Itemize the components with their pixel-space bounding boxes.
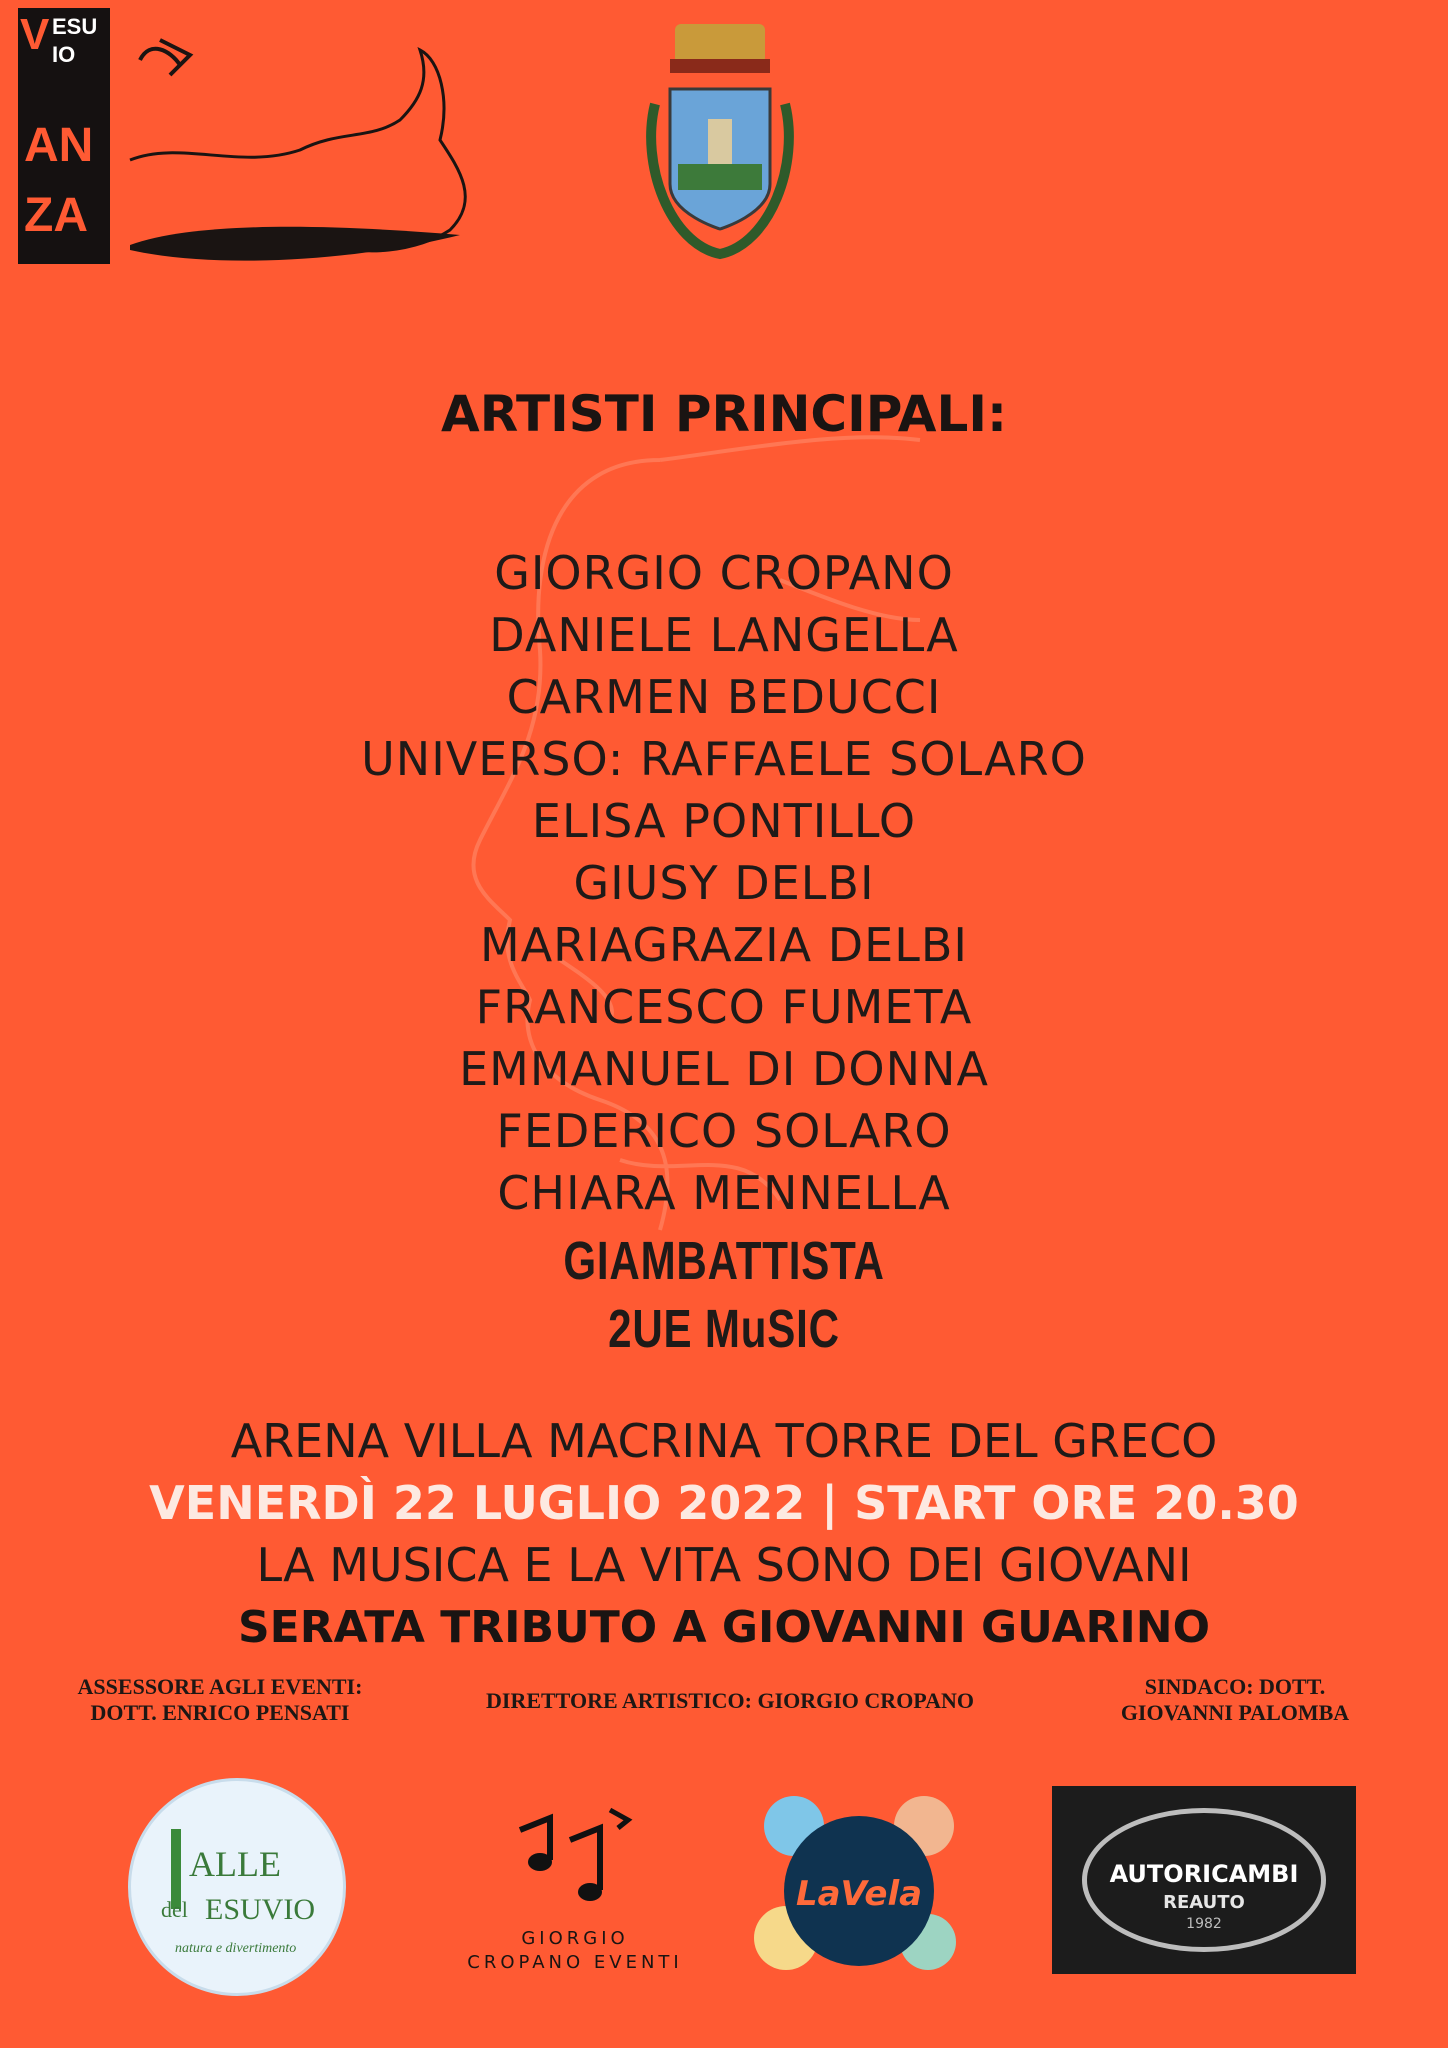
autoricambi-line2: REAUTO (1163, 1892, 1245, 1913)
sponsor-cropano-eventi-logo (430, 1800, 720, 1980)
credit-sindaco (1070, 1674, 1400, 1726)
cropano-line1: GIORGIO (521, 1928, 629, 1949)
event-date: VENERDÌ 22 LUGLIO 2022 | START ORE 20.30 (149, 1476, 1299, 1530)
vesuvio-danza-logo (18, 8, 110, 264)
artist-name: ELISA PONTILLO (531, 794, 917, 848)
credit-sindaco-name: GIOVANNI PALOMBA (1120, 1700, 1350, 1725)
artist-name: 2UE MuSIC (608, 1299, 840, 1359)
credit-assessore-name: DOTT. ENRICO PENSATI (90, 1700, 350, 1725)
artist-name: MARIAGRAZIA DELBI (480, 918, 968, 972)
credit-assessore (40, 1674, 400, 1726)
headline-artisti-principali: ARTISTI PRINCIPALI: (441, 385, 1007, 443)
artist-name: GIORGIO CROPANO (494, 546, 954, 600)
sponsor-lavela-logo (754, 1786, 964, 1986)
valle-word-del: del (161, 1897, 188, 1922)
coat-of-arms-emblem (630, 14, 810, 274)
artist-name: FRANCESCO FUMETA (475, 980, 973, 1034)
logo-letters-io: IO (52, 42, 76, 67)
event-tribute: SERATA TRIBUTO A GIOVANNI GUARINO (237, 1602, 1211, 1653)
artist-name: CHIARA MENNELLA (497, 1166, 951, 1220)
sponsor-valle-del-vesuvio-logo (128, 1778, 346, 1996)
credit-sindaco-title: SINDACO: DOTT. (1144, 1674, 1326, 1699)
event-motto: LA MUSICA E LA VITA SONO DEI GIOVANI (256, 1538, 1192, 1592)
credit-assessore-title: ASSESSORE AGLI EVENTI: (77, 1674, 363, 1699)
artist-name: UNIVERSO: RAFFAELE SOLARO (361, 732, 1087, 786)
valle-word-alle: ALLE (189, 1844, 281, 1884)
music-notes-icon (500, 1800, 650, 1910)
artist-name: GIUSY DELBI (573, 856, 875, 910)
valle-word-esuvio: ESUVIO (205, 1893, 315, 1926)
logo-letters-za: ZA (24, 189, 88, 242)
artist-name: CARMEN BEDUCCI (506, 670, 942, 724)
artist-name: EMMANUEL DI DONNA (459, 1042, 989, 1096)
artist-name: DANIELE LANGELLA (489, 608, 959, 662)
logo-letter-v: V (20, 10, 50, 59)
artist-name: GIAMBATTISTA (563, 1231, 885, 1291)
sponsor-autoricambi-reauto-logo (1052, 1786, 1356, 1974)
autoricambi-line3: 1982 (1186, 1916, 1222, 1932)
event-venue: ARENA VILLA MACRINA TORRE DEL GRECO (230, 1414, 1218, 1468)
valle-tagline: natura e divertimento (175, 1941, 297, 1956)
cropano-line2: CROPANO EVENTI (467, 1952, 683, 1973)
dancer-line-art (120, 20, 480, 270)
artist-name: FEDERICO SOLARO (496, 1104, 952, 1158)
logo-letters-an: AN (24, 119, 94, 172)
logo-letters-esu: ESU (52, 14, 98, 39)
lavela-wordmark: LaVela (795, 1874, 923, 1914)
credit-direttore-artistico: DIRETTORE ARTISTICO: GIORGIO CROPANO (486, 1688, 974, 1713)
autoricambi-line1: AUTORICAMBI (1109, 1860, 1299, 1888)
